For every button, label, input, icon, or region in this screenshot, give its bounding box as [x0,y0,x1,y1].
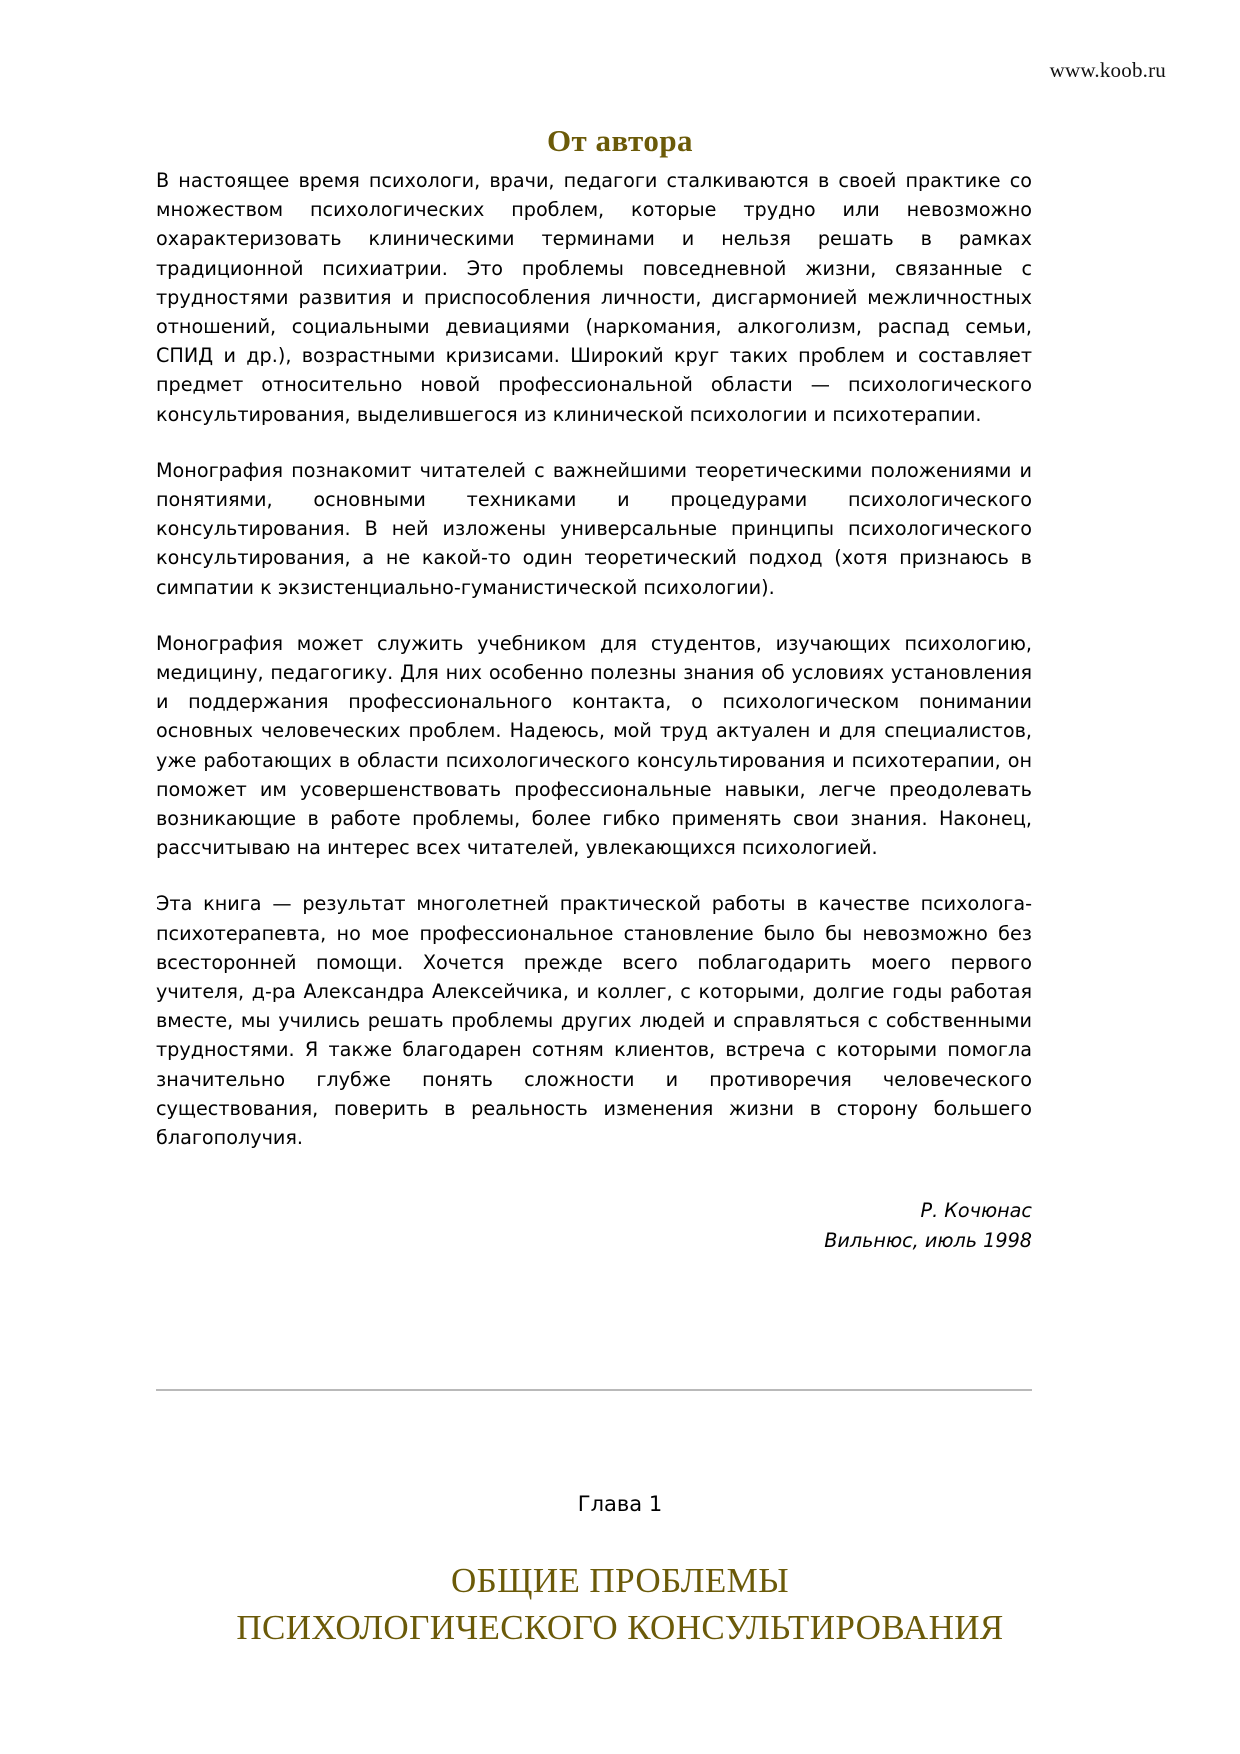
chapter-title-line-2: ПСИХОЛОГИЧЕСКОГО КОНСУЛЬТИРОВАНИЯ [236,1608,1004,1647]
chapter-title-line-1: ОБЩИЕ ПРОБЛЕМЫ [450,1561,790,1600]
signature-block [156,1196,1032,1256]
paragraph: В настоящее время психологи, врачи, педагоги сталкиваются в своей практике со множеством психологических проблем, которые трудно или невозможно охарактеризовать клиническими терминами и нельзя решать в рамках традиционной психиатрии. Это проблемы повседневной жизни, связанные с трудностями развития и приспособления личности, дисгармонией межличностных отношений, социальными девиациями (наркомания, алкоголизм, распад семьи, СПИД и др.), возрастными кризисами. Широкий круг таких проблем и составляет предмет относительно новой профессиональной области — психологического консультирования, выделившегося из клинической психологии и психотерапии. [156,169,1032,426]
paragraph: Монография может служить учебником для студентов, изучающих психологию, медицину, педагогику. Для них особенно полезны знания об условиях установления и поддержания профессионального контакта, о психологическом понимании основных человеческих проблем. Надеюсь, мой труд актуален и для специалистов, уже работающих в области психологического консультирования и психотерапии, он поможет им усовершенствовать профессиональные навыки, легче преодолевать возникающие в работе проблемы, более гибко применять свои знания. Наконец, рассчитываю на интерес всех читателей, увлекающихся психологией. [156,631,1032,860]
paragraph: Монография познакомит читателей с важнейшими теоретическими положениями и понятиями, основными техниками и процедурами психологического консультирования. В ней изложены универсальные принципы психологического консультирования, а не какой-то один теоретический подход (хотя признаюсь в симпатии к экзистенциально-гуманистической психологии). [156,458,1032,599]
paragraph: Эта книга — результат многолетней практической работы в качестве психолога-психотерапевта, но мое профессиональное становление было бы невозможно без всесторонней помощи. Хочется прежде всего поблагодарить моего первого учителя, д-ра Александра Алексейчика, и коллег, с которыми, долгие годы работая вместе, мы учились решать проблемы других людей и справляться с собственными трудностями. Я также благодарен сотням клиентов, встреча с которыми помогла значительно глубже понять сложности и противоречия человеческого существования, поверить в реальность изменения жизни в сторону большего благополучия. [156,892,1032,1150]
signature-place-date: Вильнюс, июль 1998 [824,1229,1032,1252]
foreword-body [156,166,1032,1152]
signature-author: Р. Кочюнас [920,1199,1032,1222]
chapter-title [0,1557,1240,1651]
section-divider [156,1389,1032,1391]
chapter-label: Глава 1 [577,1492,663,1516]
page-title: От автора [546,122,694,158]
site-watermark: www.koob.ru [1049,58,1166,82]
